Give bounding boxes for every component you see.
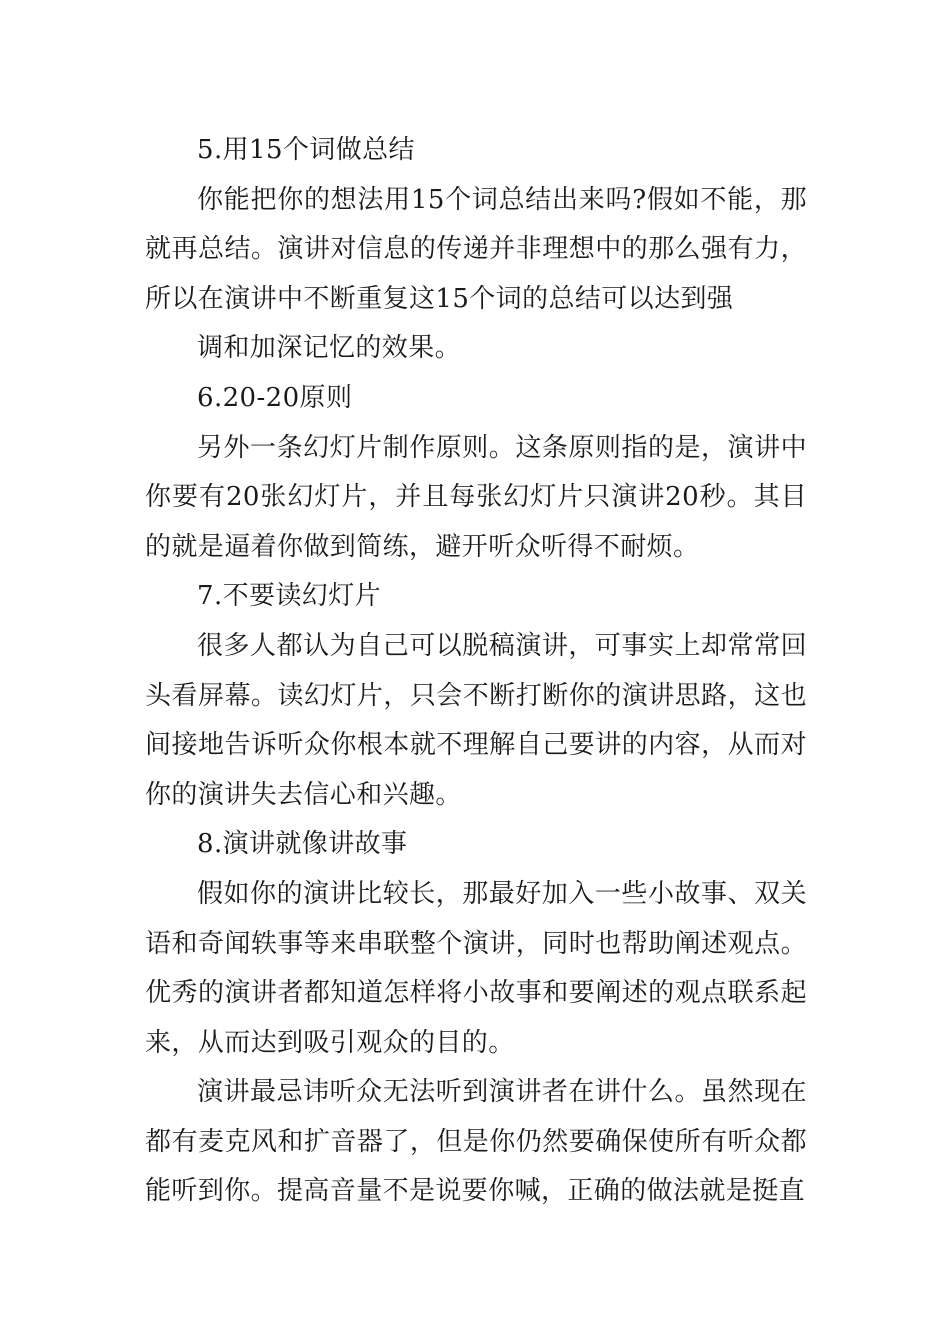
paragraph-summary-continued: 调和加深记忆的效果。 [197,333,462,364]
paragraph-audibility: 演讲最忌讳听众无法听到演讲者在讲什么。虽然现在都有麦克风和扩音器了，但是你仍然要确保使所有听众都能听到你。提高音量不是说要你喊，正确的做法就是挺直 [145,1077,807,1207]
paragraph-20-20-rule: 另外一条幻灯片制作原则。这条原则指的是，演讲中你要有20张幻灯片，并且每张幻灯片只演讲20秒。其目的就是逼着你做到简练，避开听众听得不耐烦。 [145,432,807,562]
section-heading-7: 7.不要读幻灯片 [197,581,382,612]
section-heading-5: 5.用15个词做总结 [197,135,415,165]
paragraph-summary: 你能把你的想法用15个词总结出来吗?假如不能，那就再总结。演讲对信息的传递并非理想中的那么强有力，所以在演讲中不断重复这15个词的总结可以达到强 [145,184,807,314]
paragraph-dont-read-slides: 很多人都认为自己可以脱稿演讲，可事实上却常常回头看屏幕。读幻灯片，只会不断打断你的演讲思路，这也间接地告诉听众你根本就不理解自己要讲的内容，从而对你的演讲失去信心和兴趣。 [145,630,807,810]
section-heading-6: 6.20-20原则 [197,382,353,413]
document-body [145,126,807,1217]
section-heading-8: 8.演讲就像讲故事 [197,829,408,860]
paragraph-storytelling: 假如你的演讲比较长，那最好加入一些小故事、双关语和奇闻轶事等来串联整个演讲，同时也帮助阐述观点。优秀的演讲者都知道怎样将小故事和要阐述的观点联系起来，从而达到吸引观众的目的。 [145,878,807,1058]
